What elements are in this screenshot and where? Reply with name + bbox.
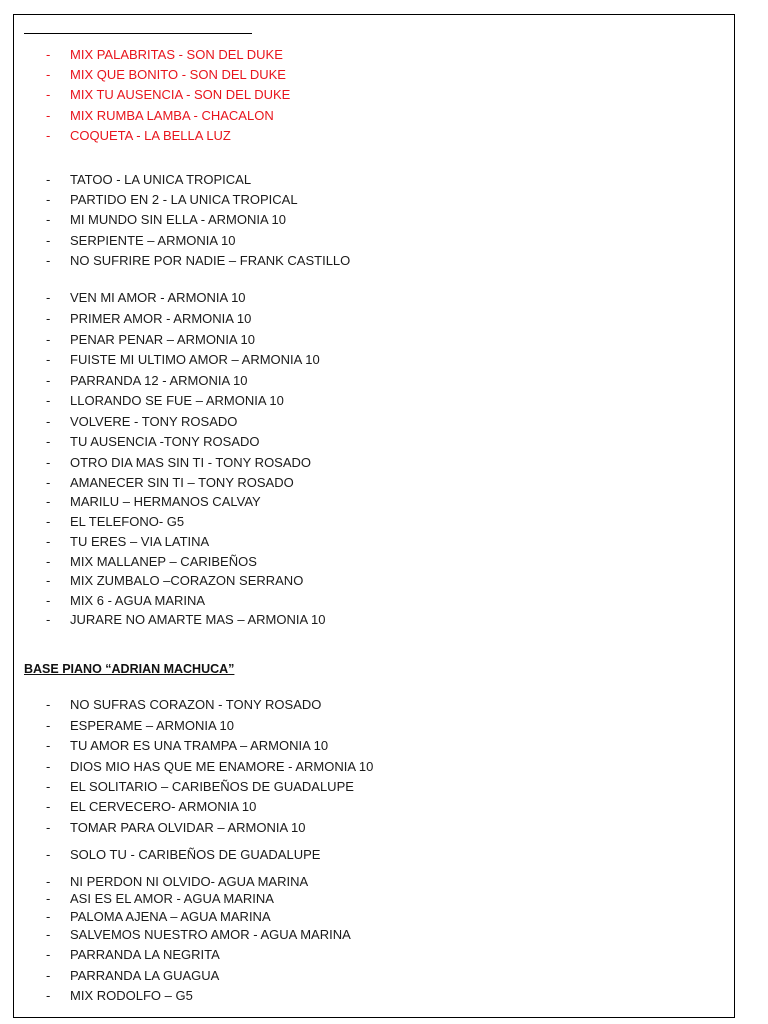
- list-item: [0, 846, 720, 864]
- list-item: [0, 987, 720, 1005]
- song-title: SERPIENTE – ARMONIA 10: [70, 233, 236, 248]
- bullet-dash: -: [46, 697, 51, 712]
- song-title: PARTIDO EN 2 - LA UNICA TROPICAL: [70, 192, 298, 207]
- bullet-dash: -: [46, 455, 51, 470]
- list-item: [0, 171, 720, 189]
- bullet-dash: -: [46, 593, 51, 608]
- bullet-dash: -: [46, 891, 51, 906]
- song-title: MIX RODOLFO – G5: [70, 988, 193, 1003]
- song-title: SALVEMOS NUESTRO AMOR - AGUA MARINA: [70, 927, 351, 942]
- bullet-dash: -: [46, 874, 51, 889]
- bullet-dash: -: [46, 108, 51, 123]
- bullet-dash: -: [46, 332, 51, 347]
- bullet-dash: -: [46, 759, 51, 774]
- list-item: [0, 252, 720, 270]
- list-item: [0, 611, 720, 629]
- list-item: [0, 392, 720, 410]
- bullet-dash: -: [46, 968, 51, 983]
- bullet-dash: -: [46, 927, 51, 942]
- bullet-dash: -: [46, 820, 51, 835]
- list-item: [0, 533, 720, 551]
- list-item: [0, 46, 720, 64]
- list-item: [0, 717, 720, 735]
- song-title: EL TELEFONO- G5: [70, 514, 185, 529]
- song-title: SOLO TU - CARIBEÑOS DE GUADALUPE: [70, 847, 321, 862]
- list-item: [0, 331, 720, 349]
- bullet-dash: -: [46, 233, 51, 248]
- list-item: [0, 572, 720, 590]
- list-item: [0, 86, 720, 104]
- song-title: OTRO DIA MAS SIN TI - TONY ROSADO: [70, 455, 312, 470]
- bullet-dash: -: [46, 67, 51, 82]
- list-item: [0, 107, 720, 125]
- list-item: [0, 351, 720, 369]
- song-title: LLORANDO SE FUE – ARMONIA 10: [70, 393, 284, 408]
- bullet-dash: -: [46, 554, 51, 569]
- list-item: [0, 191, 720, 209]
- song-title: NO SUFRAS CORAZON - TONY ROSADO: [70, 697, 322, 712]
- bullet-dash: -: [46, 311, 51, 326]
- list-item: [0, 513, 720, 531]
- song-title: MIX QUE BONITO - SON DEL DUKE: [70, 67, 286, 82]
- song-title: PARRANDA LA NEGRITA: [70, 947, 220, 962]
- bullet-dash: -: [46, 534, 51, 549]
- list-item: [0, 66, 720, 84]
- list-item: [0, 493, 720, 511]
- song-title: ESPERAME – ARMONIA 10: [70, 718, 235, 733]
- song-title: ASI ES EL AMOR - AGUA MARINA: [70, 891, 274, 906]
- song-title: NO SUFRIRE POR NADIE – FRANK CASTILLO: [70, 253, 351, 268]
- list-item: [0, 289, 720, 307]
- song-title: COQUETA - LA BELLA LUZ: [70, 128, 231, 143]
- list-item: [0, 926, 720, 944]
- list-item: [0, 413, 720, 431]
- bullet-dash: -: [46, 573, 51, 588]
- song-title: TOMAR PARA OLVIDAR – ARMONIA 10: [70, 820, 306, 835]
- list-item: [0, 967, 720, 985]
- bullet-dash: -: [46, 612, 51, 627]
- bullet-dash: -: [46, 799, 51, 814]
- bullet-dash: -: [46, 494, 51, 509]
- bullet-dash: -: [46, 128, 51, 143]
- song-title: TU ERES – VIA LATINA: [70, 534, 210, 549]
- list-item: [0, 474, 720, 492]
- song-title: TATOO - LA UNICA TROPICAL: [70, 172, 252, 187]
- bullet-dash: -: [46, 718, 51, 733]
- list-item: [0, 696, 720, 714]
- bullet-dash: -: [46, 988, 51, 1003]
- song-title: PARRANDA 12 - ARMONIA 10: [70, 373, 248, 388]
- bullet-dash: -: [46, 514, 51, 529]
- bullet-dash: -: [46, 738, 51, 753]
- list-item: [0, 873, 720, 891]
- song-title: DIOS MIO HAS QUE ME ENAMORE - ARMONIA 10: [70, 759, 374, 774]
- list-item: [0, 454, 720, 472]
- list-item: [0, 819, 720, 837]
- bullet-dash: -: [46, 212, 51, 227]
- list-item: [0, 798, 720, 816]
- list-item: [0, 758, 720, 776]
- song-title: AMANECER SIN TI – TONY ROSADO: [70, 475, 294, 490]
- song-title: MIX ZUMBALO –CORAZON SERRANO: [70, 573, 304, 588]
- list-item: [0, 310, 720, 328]
- bullet-dash: -: [46, 434, 51, 449]
- song-title: PENAR PENAR – ARMONIA 10: [70, 332, 255, 347]
- bullet-dash: -: [46, 373, 51, 388]
- song-title: TU AMOR ES UNA TRAMPA – ARMONIA 10: [70, 738, 329, 753]
- list-item: [0, 737, 720, 755]
- bullet-dash: -: [46, 192, 51, 207]
- song-title: MARILU – HERMANOS CALVAY: [70, 494, 261, 509]
- bullet-dash: -: [46, 909, 51, 924]
- song-title: MIX MALLANEP – CARIBEÑOS: [70, 554, 257, 569]
- song-title: PRIMER AMOR - ARMONIA 10: [70, 311, 252, 326]
- song-title: FUISTE MI ULTIMO AMOR – ARMONIA 10: [70, 352, 320, 367]
- bullet-dash: -: [46, 475, 51, 490]
- list-item: [0, 232, 720, 250]
- song-title: VOLVERE - TONY ROSADO: [70, 414, 238, 429]
- song-title: JURARE NO AMARTE MAS – ARMONIA 10: [70, 612, 326, 627]
- list-item: [0, 592, 720, 610]
- song-title: PALOMA AJENA – AGUA MARINA: [70, 909, 271, 924]
- song-title: NI PERDON NI OLVIDO- AGUA MARINA: [70, 874, 309, 889]
- list-item: [0, 946, 720, 964]
- bullet-dash: -: [46, 779, 51, 794]
- list-item: [0, 890, 720, 908]
- bullet-dash: -: [46, 172, 51, 187]
- song-title: MIX TU AUSENCIA - SON DEL DUKE: [70, 87, 291, 102]
- song-title: MIX 6 - AGUA MARINA: [70, 593, 206, 608]
- list-item: [0, 778, 720, 796]
- bullet-dash: -: [46, 253, 51, 268]
- song-title: PARRANDA LA GUAGUA: [70, 968, 220, 983]
- song-title: EL CERVECERO- ARMONIA 10: [70, 799, 257, 814]
- bullet-dash: -: [46, 87, 51, 102]
- list-item: [0, 211, 720, 229]
- top-rule-divider: [24, 33, 252, 34]
- section-heading: BASE PIANO “ADRIAN MACHUCA”: [24, 662, 235, 676]
- list-item: [0, 908, 720, 926]
- list-item: [0, 433, 720, 451]
- bullet-dash: -: [46, 947, 51, 962]
- song-title: MI MUNDO SIN ELLA - ARMONIA 10: [70, 212, 286, 227]
- song-title: MIX PALABRITAS - SON DEL DUKE: [70, 47, 283, 62]
- bullet-dash: -: [46, 847, 51, 862]
- bullet-dash: -: [46, 414, 51, 429]
- song-title: VEN MI AMOR - ARMONIA 10: [70, 290, 246, 305]
- bullet-dash: -: [46, 393, 51, 408]
- list-item: [0, 553, 720, 571]
- song-title: MIX RUMBA LAMBA - CHACALON: [70, 108, 274, 123]
- song-title: EL SOLITARIO – CARIBEÑOS DE GUADALUPE: [70, 779, 354, 794]
- list-item: [0, 372, 720, 390]
- list-item: [0, 127, 720, 145]
- song-title: TU AUSENCIA -TONY ROSADO: [70, 434, 260, 449]
- bullet-dash: -: [46, 352, 51, 367]
- bullet-dash: -: [46, 290, 51, 305]
- bullet-dash: -: [46, 47, 51, 62]
